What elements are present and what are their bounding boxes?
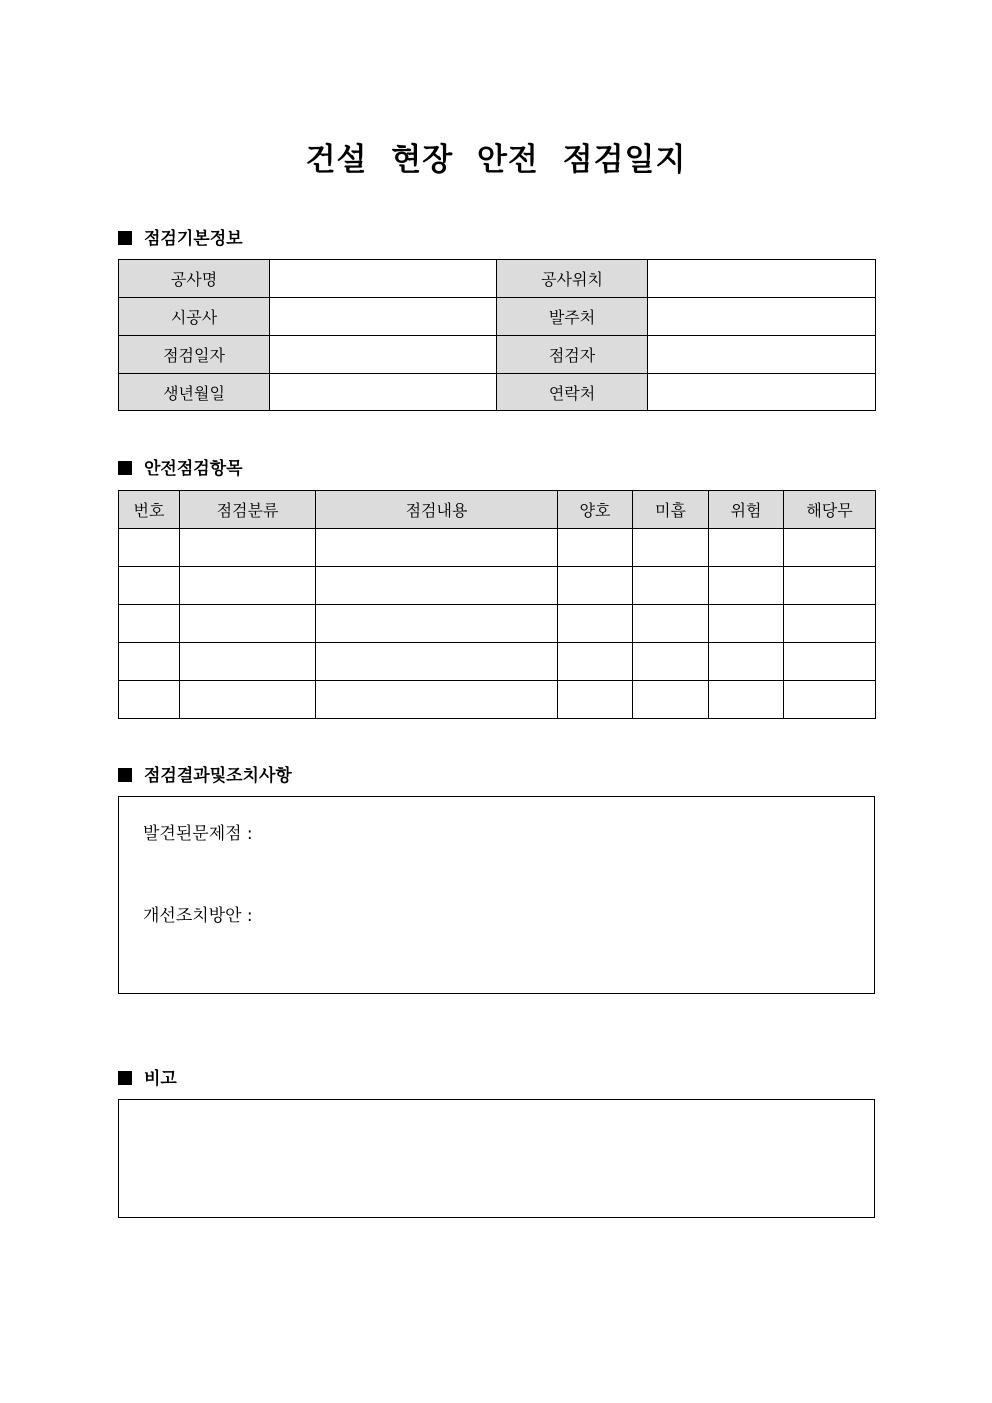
table-row: [119, 567, 876, 605]
document-title: 건설 현장 안전 점검일지: [305, 142, 687, 178]
not-applicable-cell[interactable]: [784, 567, 876, 605]
section-results-title: 점검결과및조치사항: [144, 766, 292, 786]
basic-info-label: 시공사: [119, 298, 270, 336]
actions-field[interactable]: [143, 901, 253, 926]
good-cell[interactable]: [558, 567, 633, 605]
basic-info-table: [118, 259, 876, 411]
square-bullet-icon: [118, 1071, 132, 1085]
table-row: [119, 681, 876, 719]
column-header: 점검내용: [316, 491, 558, 529]
inspector-field[interactable]: [648, 336, 876, 374]
project-location-field[interactable]: [648, 260, 876, 298]
column-header: 해당무: [784, 491, 876, 529]
number-cell[interactable]: [119, 643, 180, 681]
check-items-header-row: [119, 491, 876, 529]
category-cell[interactable]: [180, 681, 316, 719]
column-header: 미흡: [633, 491, 709, 529]
good-cell[interactable]: [558, 681, 633, 719]
category-cell[interactable]: [180, 529, 316, 567]
basic-info-row: [119, 336, 876, 374]
check-items-table: [118, 490, 876, 719]
column-header: 점검분류: [180, 491, 316, 529]
category-cell[interactable]: [180, 605, 316, 643]
column-header: 위험: [709, 491, 784, 529]
column-header: 양호: [558, 491, 633, 529]
table-row: [119, 643, 876, 681]
square-bullet-icon: [118, 768, 132, 782]
basic-info-label: 점검일자: [119, 336, 270, 374]
good-cell[interactable]: [558, 643, 633, 681]
number-cell[interactable]: [119, 567, 180, 605]
section-remarks: [118, 1064, 177, 1089]
basic-info-label: 공사명: [119, 260, 270, 298]
content-cell[interactable]: [316, 529, 558, 567]
project-name-field[interactable]: [270, 260, 497, 298]
good-cell[interactable]: [558, 605, 633, 643]
problems-field[interactable]: [143, 819, 253, 844]
content-cell[interactable]: [316, 567, 558, 605]
content-cell[interactable]: [316, 681, 558, 719]
column-header: 번호: [119, 491, 180, 529]
section-results: [118, 761, 292, 786]
number-cell[interactable]: [119, 529, 180, 567]
danger-cell[interactable]: [709, 643, 784, 681]
contractor-field[interactable]: [270, 298, 497, 336]
danger-cell[interactable]: [709, 567, 784, 605]
insufficient-cell[interactable]: [633, 643, 709, 681]
section-check-items-title: 안전점검항목: [144, 459, 243, 479]
basic-info-label: 연락처: [497, 374, 648, 411]
basic-info-row: [119, 298, 876, 336]
category-cell[interactable]: [180, 643, 316, 681]
contact-field[interactable]: [648, 374, 876, 411]
client-field[interactable]: [648, 298, 876, 336]
danger-cell[interactable]: [709, 681, 784, 719]
problems-label: 발견된문제점 :: [143, 824, 253, 844]
results-box: [118, 796, 875, 994]
section-basic-info: [118, 224, 243, 249]
category-cell[interactable]: [180, 567, 316, 605]
number-cell[interactable]: [119, 681, 180, 719]
insufficient-cell[interactable]: [633, 529, 709, 567]
content-cell[interactable]: [316, 605, 558, 643]
basic-info-label: 점검자: [497, 336, 648, 374]
not-applicable-cell[interactable]: [784, 643, 876, 681]
insufficient-cell[interactable]: [633, 567, 709, 605]
basic-info-label: 생년월일: [119, 374, 270, 411]
not-applicable-cell[interactable]: [784, 529, 876, 567]
insufficient-cell[interactable]: [633, 605, 709, 643]
birth-date-field[interactable]: [270, 374, 497, 411]
actions-label: 개선조치방안 :: [143, 906, 253, 926]
basic-info-row: [119, 260, 876, 298]
content-cell[interactable]: [316, 643, 558, 681]
danger-cell[interactable]: [709, 529, 784, 567]
danger-cell[interactable]: [709, 605, 784, 643]
section-basic-info-title: 점검기본정보: [144, 229, 243, 249]
square-bullet-icon: [118, 461, 132, 475]
square-bullet-icon: [118, 231, 132, 245]
remarks-box[interactable]: [118, 1099, 875, 1218]
table-row: [119, 605, 876, 643]
not-applicable-cell[interactable]: [784, 605, 876, 643]
table-row: [119, 529, 876, 567]
inspection-date-field[interactable]: [270, 336, 497, 374]
basic-info-label: 발주처: [497, 298, 648, 336]
insufficient-cell[interactable]: [633, 681, 709, 719]
section-remarks-title: 비고: [144, 1069, 177, 1089]
number-cell[interactable]: [119, 605, 180, 643]
basic-info-label: 공사위치: [497, 260, 648, 298]
good-cell[interactable]: [558, 529, 633, 567]
not-applicable-cell[interactable]: [784, 681, 876, 719]
section-check-items: [118, 454, 243, 479]
basic-info-row: [119, 374, 876, 411]
